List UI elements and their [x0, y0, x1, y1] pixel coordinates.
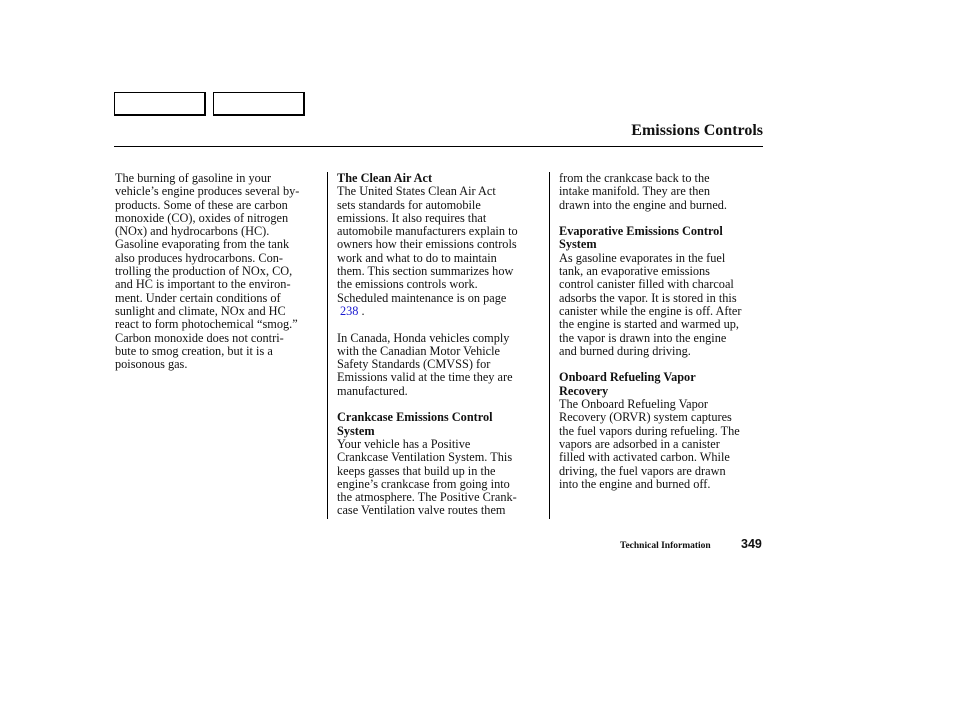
page-title: Emissions Controls	[631, 122, 763, 139]
crankcase-paragraph: Your vehicle has a Positive Crankcase Ventilation System. This keeps gasses that build up in the engine’s crankcase from going into the atmosphere. The Positive Crank- case Ventilation valve routes them	[337, 436, 517, 518]
footer-section-label: Technical Information	[620, 541, 711, 551]
evaporative-paragraph: As gasoline evaporates in the fuel tank, an evaporative emissions control canister filled with charcoal adsorbs the vapor. It is stored in this canister while the engine is off. After the engine is started and warmed up, the vapor is drawn into the engine and burned during driving.	[559, 250, 742, 358]
clean-air-act-heading: The Clean Air Act	[337, 171, 433, 185]
column-divider-1	[327, 172, 328, 519]
clean-air-act-text: The United States Clean Air Act sets standards for automobile emissions. It also requires that automobile manufacturers explain to owners how their emissions controls work and what to do to maintain them. This section summarizes how the emissions controls work. Scheduled maintenance is on page	[337, 184, 518, 305]
text-column-1	[115, 172, 323, 371]
maintenance-page-link[interactable]: 238	[340, 303, 359, 318]
clean-air-act-paragraph	[337, 185, 547, 318]
canada-paragraph: In Canada, Honda vehicles comply with the Canadian Motor Vehicle Safety Standards (CMVSS) for Emissions valid at the time they are manufactured.	[337, 330, 513, 398]
intro-paragraph: The burning of gasoline in your vehicle’s engine produces several by- products. Some of these are carbon monoxide (CO), oxides of nitrogen (NOx) and hydrocarbons (HC). Gasoline evaporating from the tank also produces hydrocarbons. Con- trolling the production of NOx, CO, and HC is important to the environ- ment. Under certain conditions of sunlight and climate, NOx and HC react to form photochemical “smog.” Carbon monoxide does not contri- bute to smog creation, but it is a poisonous gas.	[115, 171, 300, 372]
title-divider	[114, 146, 763, 147]
text-column-3	[559, 172, 765, 491]
nav-button-next[interactable]	[213, 92, 305, 116]
evaporative-heading: Evaporative Emissions Control System	[559, 224, 723, 252]
text-column-2	[337, 172, 547, 518]
crankcase-continued-paragraph: from the crankcase back to the intake manifold. They are then drawn into the engine and burned.	[559, 171, 728, 212]
crankcase-heading: Crankcase Emissions Control System	[337, 410, 493, 438]
nav-button-previous[interactable]	[114, 92, 206, 116]
orvr-paragraph: The Onboard Refueling Vapor Recovery (ORVR) system captures the fuel vapors during refueling. The vapors are adsorbed in a canister filled with activated carbon. While driving, the fuel vapors are drawn into the engine and burned off.	[559, 397, 740, 491]
orvr-heading: Onboard Refueling Vapor Recovery	[559, 370, 696, 398]
page-number: 349	[741, 537, 762, 551]
link-suffix: .	[358, 303, 365, 318]
column-divider-2	[549, 172, 550, 519]
